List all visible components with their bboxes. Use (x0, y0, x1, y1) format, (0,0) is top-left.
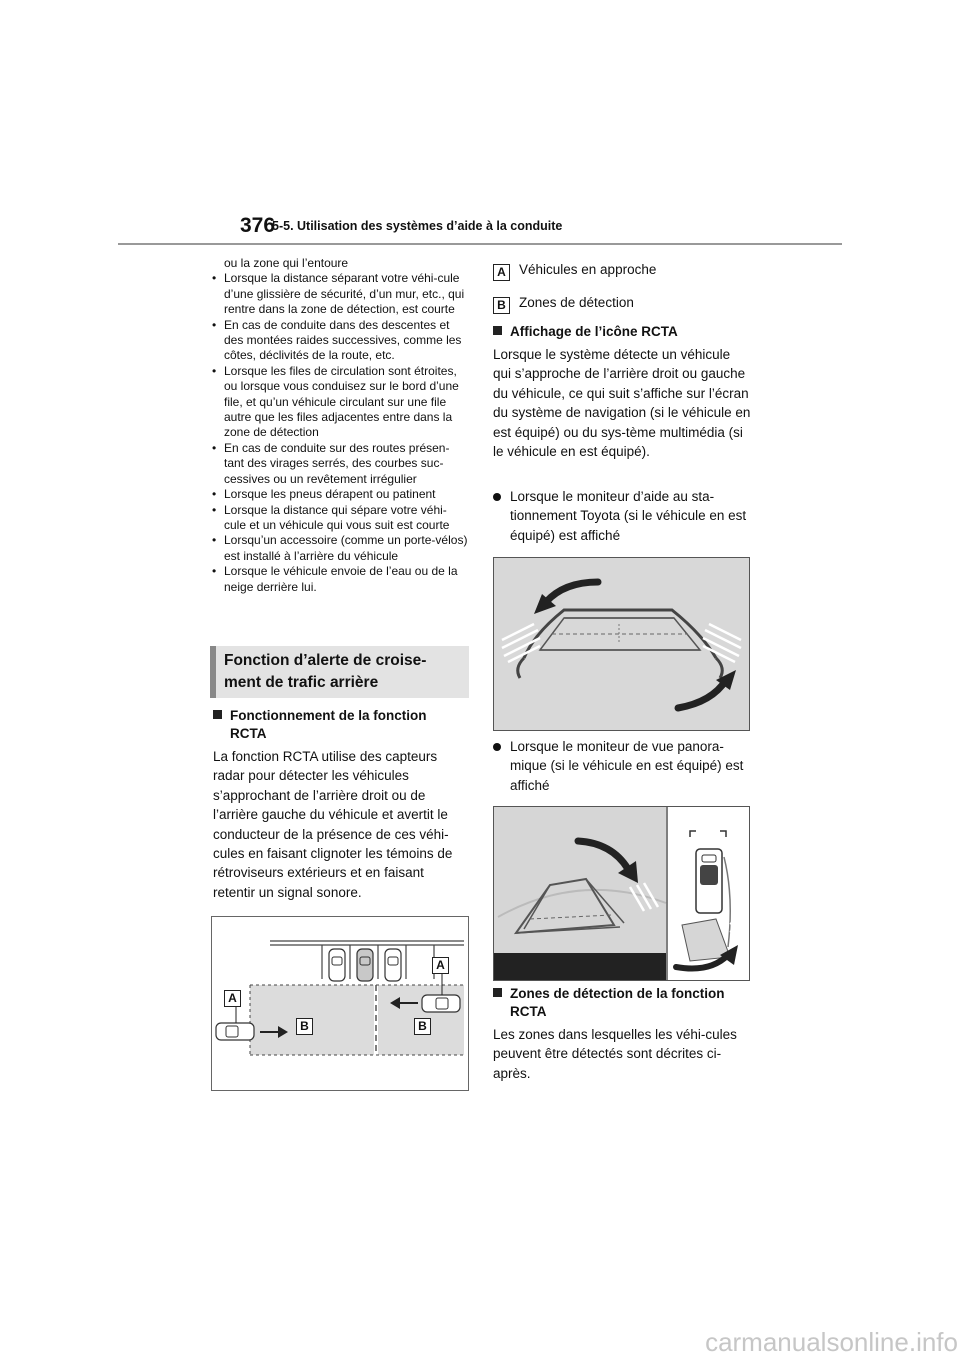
condition-list (212, 271, 468, 595)
legend-item-a: A Véhicules en approche (493, 262, 753, 281)
bullet-panoramic-monitor: Lorsque le moniteur de vue panora-mique (si le véhicule en est équipé) est affiché (493, 737, 753, 795)
bullet-parking-monitor: Lorsque le moniteur d’aide au sta-tionnement Toyota (si le véhicule en est équipé) est affiché (493, 487, 753, 545)
detection-zones-description: Les zones dans lesquelles les véhi-cules peuvent être détectés sont décrites ci-après. (493, 1027, 737, 1081)
label-a-left: A (224, 990, 241, 1007)
legend-item-b: B Zones de détection (493, 295, 753, 314)
rear-view-diagram (494, 558, 749, 730)
label-b-right: B (414, 1018, 431, 1035)
rcta-icon-description: Lorsque le système détecte un véhicule qui s’approche de l’arrière droit ou gauche du véhicule, ce qui suit s’affiche sur l’écran du système de navigation (si le véhicule en est équipé) ou du sys-tème multimédia (si le véhicule en est équipé). (493, 347, 751, 460)
parking-diagram (212, 917, 468, 1090)
dot-bullet-icon (493, 743, 501, 751)
continuation-text: ou la zone qui l’entoure (224, 256, 349, 270)
list-item: • Lorsqu’un accessoire (comme un porte-vélos) est installé à l’arrière du véhicule (212, 533, 468, 564)
list-item: • Lorsque la distance qui sépare votre véhi-cule et un véhicule qui vous suit est courte (212, 503, 468, 534)
list-item: • Lorsque la distance séparant votre véhi-cule d’une glissière de sécurité, d’un mur, etc., qui rentre dans la zone de détection, est courte (212, 271, 468, 317)
section-title: 5-5. Utilisation des systèmes d’aide à la conduite (272, 219, 563, 233)
page-number: 376 (240, 214, 276, 237)
list-item: • Lorsque le véhicule envoie de l’eau ou de la neige derrière lui. (212, 564, 468, 595)
list-item: • En cas de conduite sur des routes présen-tant des virages serrés, des courbes suc-cessives ou un revêtement irrégulier (212, 441, 468, 487)
list-item: • Lorsque les pneus dérapent ou patinent (212, 487, 468, 502)
square-bullet-icon (493, 326, 502, 335)
square-bullet-icon (493, 988, 502, 997)
panoramic-diagram (494, 807, 749, 980)
watermark: carmanualsonline.info (705, 1327, 958, 1357)
list-item: • En cas de conduite dans des descentes et des montées raides successives, comme les côtes, déclivités de la route, etc. (212, 318, 468, 364)
list-item: • Lorsque les files de circulation sont étroites, ou lorsque vous conduisez sur le bord d’une file, et qu’un véhicule circulant sur une file autre que les files adjacentes entre dans la zone de détection (212, 364, 468, 441)
left-column-list (212, 256, 468, 595)
header-rule (118, 243, 842, 245)
section-heading-box (210, 646, 469, 698)
panoramic-monitor-screen (493, 806, 750, 981)
rcta-description: La fonction RCTA utilise des capteurs radar pour détecter les véhicules s’approchant de l’arrière droit ou de l’arrière gauche du véhicule et avertit le conducteur de la présence de ces véhi-cules en faisant clignoter les témoins de rétroviseurs extérieurs et en faisant retentir un signal sonore. (213, 749, 453, 900)
section-heading-bar (210, 646, 216, 698)
subheading-rcta-operation: Fonctionnement de la fonction RCTA (213, 707, 463, 743)
parking-monitor-screen (493, 557, 750, 731)
square-bullet-icon (213, 710, 222, 719)
label-a-right: A (432, 957, 449, 974)
legend-key-b: B (493, 297, 510, 314)
section-heading: Fonction d’alerte de croise- ment de trafic arrière (224, 652, 427, 691)
subheading-rcta-icon: Affichage de l’icône RCTA (493, 323, 753, 341)
subheading-detection-zones: Zones de détection de la fonction RCTA (493, 985, 753, 1021)
legend-key-a: A (493, 264, 510, 281)
dot-bullet-icon (493, 493, 501, 501)
parking-illustration (211, 916, 469, 1091)
label-b-left: B (296, 1018, 313, 1035)
